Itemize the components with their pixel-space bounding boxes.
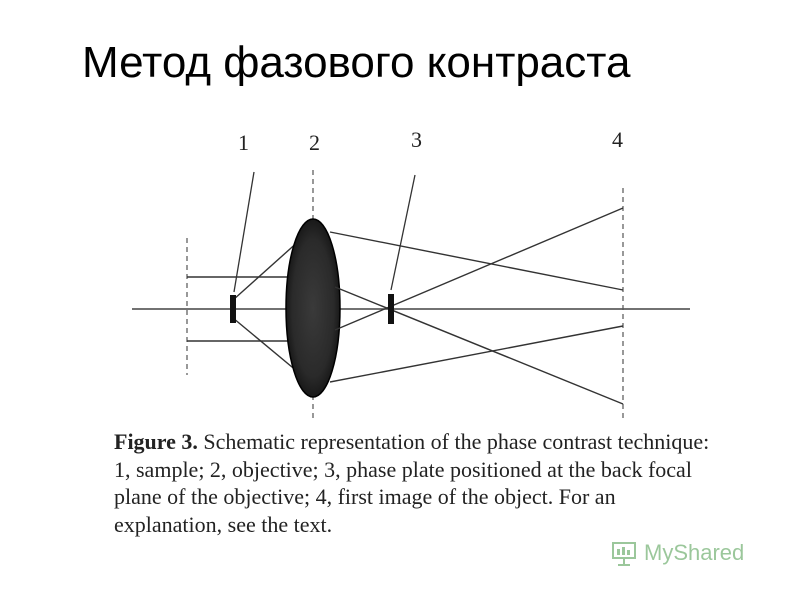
label-2: 2 [309, 130, 320, 155]
label-3: 3 [411, 127, 422, 152]
objective-lens [286, 219, 340, 397]
slide-title: Метод фазового контраста [82, 38, 631, 87]
label-4: 4 [612, 127, 623, 152]
figure-label: Figure 3. [114, 429, 198, 454]
label-1: 1 [238, 130, 249, 155]
phase-plate-marker [388, 294, 394, 324]
presentation-icon [610, 540, 640, 566]
ray-lens-top-to-image [330, 232, 623, 290]
watermark-text: MyShared [644, 540, 745, 565]
leader-line-1 [234, 172, 254, 292]
leader-line-3 [391, 175, 415, 290]
caption-text: Schematic representation of the phase contrast technique: 1, sample; 2, objective; 3, phase plate positioned at the back focal plane of the objective; 4, first image of the object. For an explanation, see the text. [114, 429, 710, 537]
sample-marker [230, 295, 236, 323]
figure-caption [114, 428, 714, 538]
watermark [610, 540, 744, 566]
ray-through-focus-down [335, 287, 623, 404]
ray-through-focus-up [335, 208, 623, 330]
ray-lens-bottom-to-image [330, 326, 623, 382]
